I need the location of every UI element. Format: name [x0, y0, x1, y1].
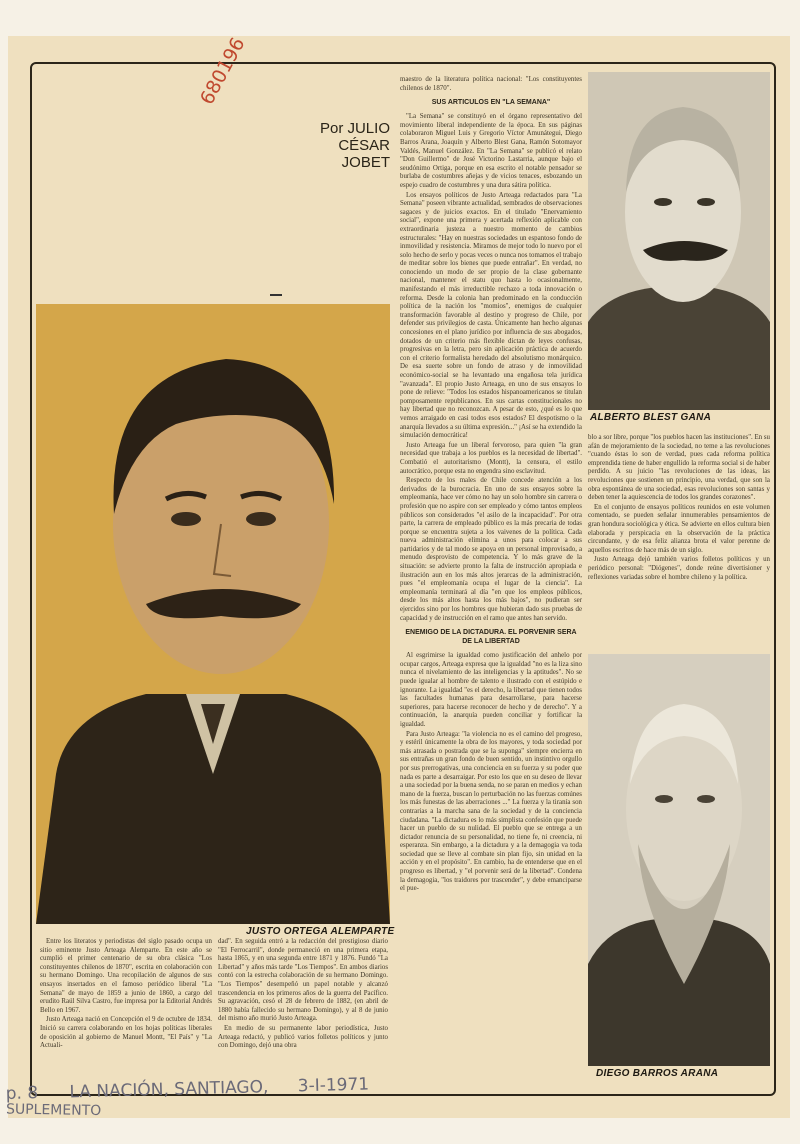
handwritten-section: SUPLEMENTO: [5, 1101, 102, 1120]
article-column-bottom-middle: [218, 938, 388, 1064]
portrait-diego-barros-arana: [588, 654, 770, 1066]
column-text: Justo Arteaga fue un liberal fervoroso, para quien "la gran necesidad que trabaja a los pueblos es la necesidad de libertad". Combatió el autoritarismo (Montt), la censura, el estilo autocrático, porque esta no engendra sino esclavitud.: [400, 441, 582, 475]
column-text: "La Semana" se constituyó en el órgano representativo del movimiento liberal independiente de la época. En sus páginas colaboraron Miguel Luis y Gregorio Víctor Amunátegui, Diego Barros Arana, Joaquín y Alberto Blest Gana, Ramón Sotomayor Valdés, Manuel González. En "La Semana" se publicó el relato "Don Guillermo" de José Victorino Lastarria, aunque bajo el seudónimo Ortiga, porque en esa escrito el notable pensador se burlaba de costumbres añejas y de vicios tenaces, esbozando un espejo cuadro de costumbres y una dura sátira política.: [400, 113, 582, 189]
handwritten-date: 3-I-1971: [297, 1074, 370, 1097]
column-text: Al esgrimirse la igualdad como justificación del anhelo por ocupar cargos, Arteaga expresa que la igualdad "no es la liza sino nunca el nivelamiento de las inteligencias y la aptitudes". No se puede igualar al hombre de talento e ilustrado con el estúpido e ignorante. La igualdad "es el derecho, la libertad que tienen todos las facultades humanas para desarrollarse, para hacerse superiores, para hacerse reconocer de hecho y de derecho". Y a continuación, la anarquía pueden conciliar y fortificar la igualdad.: [400, 652, 582, 728]
portrait-illustration-main: [36, 304, 390, 924]
column-text: maestro de la literatura política nacional: "Los constituyentes chilenos de 1870".: [400, 76, 582, 92]
column-text: Justo Arteaga dejó también varios folletos políticos y un periódico personal: "Diógenes", donde reúne divertisioner y reflexiones variadas sobre el hombre chileno y la política.: [588, 556, 770, 581]
article-column-bottom-left: [40, 938, 212, 1064]
caption-top-right-portrait: ALBERTO BLEST GANA: [590, 412, 712, 423]
section-heading-dictadura: ENEMIGO DE LA DICTADURA. EL PORVENIR SERA DE LA LIBERTAD: [405, 629, 577, 646]
caption-bottom-right-portrait: DIEGO BARROS ARANA: [596, 1068, 719, 1079]
column-text: En medio de su permanente labor periodística, Justo Arteaga redactó, y publicó varios folletos políticos y junto con Domingo, dejó una obra: [218, 1024, 388, 1050]
column-text: dad". En seguida entró a la redacción del prestigioso diario "El Ferrocarril", donde permaneció en una primera etapa, hasta 1865, y en una segunda entre 1871 y 1876. Fundó "La Libertad" y años más tarde "Los Tiempos". En ambos diarios contó con la estrecha colaboración de su hermano Domingo. "Los Tiempos" desempeñó un papel notable y alcanzó trascendencia en los primeros años de la guerra del Pacífico. Su agravación, cesó el 28 de febrero de 1882, (en abril de 1880 había fallecido su hermano Domingo), y al 8 de junio del mismo año murió Justo Arteaga.: [218, 938, 388, 1023]
column-text: Para Justo Arteaga: "la violencia no es el camino del progreso, y estéril únicamente la obra de los mayores, y toda sociedad por más atrasada o postrada que se la suponga" siempre encierra en sus entrañas un gran fondo de buen sentido, un instintivo orgullo por sus prerrogativas, una conciencia en su fuerza y su poder que nada es parte a desarraigar. Por esto los que en su deseo de llevar a una sociedad por la buena senda, no se paran en medios y echan mano de la fuerza, buscan lo perturbación no las fuerzas comúnes los más funestas de las aberraciones ..." La fuerza y la tiranía son contrarias a la marcha sana de la sociedad y de la conciencia ciudadana. "La dictadura es lo más simplista confesión que puede hacer un pueblo de su nulidad. El pueblo que se entrega a un dictador renuncia de su personalidad, no tiene fe, ni creencia, ni esperanza. Sin embargo, a la dictadura y a la demagogia va toda sociedad que se lleve al combate sin plan fijo, sin unidad en la acción y en el propósito". En cambio, ha de entenderse que en el progreso es libertad, y "el porvenir será de la libertad". Condena la demagogia, "los traidores por trascender", y debe emanciparse el pue-: [400, 730, 582, 893]
column-text: En el conjunto de ensayos políticos reunidos en este volumen comentado, se pueden señalar innumerables pensamientos de gran hondura sociológica y ética. Se advierte en ellos cultura bien elaborada y perspicacia en la observación de la práctica circundante, y de esa feliz alianza brota el valor perenne de aquellos escritos de hace más de un siglo.: [588, 503, 770, 554]
column-text: blo a sor libre, porque "los pueblos hacen las instituciones". En su afán de mejoramiento de la sociedad, no teme a las revoluciones "cuando éstas lo son de verdad, pues cada reforma política emprendida tiene de haber engullido la reforma social si de haber perdido. A su juicio "las revoluciones de las ideas, las revoluciones que sostienen un principio, una verdad, que son la obra espontánea de una sociedad, esas revoluciones son santas y deben tener la aquiescencia de todos los grandes corazones".: [588, 434, 770, 502]
handwritten-page: p. 8: [5, 1083, 39, 1104]
portrait-alberto-blest-gana: [588, 72, 770, 410]
portrait-illustration-barros: [588, 654, 770, 1066]
handwritten-source-note: [5, 1074, 526, 1124]
handwritten-catalog-number: 680196: [196, 33, 250, 109]
section-heading-la-semana: SUS ARTICULOS EN "LA SEMANA": [431, 99, 551, 107]
byline-line-3: JOBET: [341, 154, 390, 171]
byline-line-2: CÉSAR: [338, 137, 390, 154]
article-column-right: [588, 434, 770, 630]
portrait-illustration-blest: [588, 72, 770, 410]
handwritten-newspaper: LA NACIÓN, SANTIAGO,: [69, 1077, 269, 1103]
column-text: Entre los literatos y periodistas del siglo pasado ocupa un sitio eminente Justo Arteaga Alemparte. En este año se cumplió el primer centenario de su obra clásica "Los constituyentes chilenos de 1870", escrita en colaboración con su hermano Domingo. Una recopilación de algunos de sus ensayos insertados en el famoso periódico liberal "La Semana" de mayo de 1859 a junio de 1860, a cargo del erudito Raúl Silva Castro, fue impresa por la Editorial Andrés Bello en 1967.: [40, 938, 212, 1014]
column-text: Justo Arteaga nació en Concepción el 9 de octubre de 1834. Inició su carrera colaborando en los hojas políticas liberales de oposición al gobierno de Manuel Montt, "El País" y "La Actuali-: [40, 1016, 212, 1050]
byline: [300, 120, 390, 171]
portrait-justo-arteaga: [36, 304, 390, 924]
column-text: Respecto de los males de Chile concede atención a los derivados de la burocracia. En uno de sus ensayos sobre la empleomanía, hace ver cómo no hay un solo hombre sin carrera o profesión que no aspire con ser empleado y cómo tantos empleos públicos son considerados "el asilo de la incapacidad". Por otra parte, la carrera de empleado público es la más precaria de todas porque se encuentra sujeta a los vaivenes de la política. Cada nueva administración elimina a unos para colocar a sus partidarios y de tal modo se apoya en un personal improvisado, a menudo desprovisto de competencia. Y lo más grave de la situación: se advierte pronto la falta de instrucción apropiada e ilustración aun en los más altos jerarcas de la administración, pues "el empleomanía ocupa el lugar de la ciencia". La empleomanía terminará al día "en que los empleos públicos, desde los más altos hasta los más bajos", no pudieran ser ejercidos sino por los hombres que hubieran dado sus pruebas de capacidad y de instrucción en el ramo que antes han servido.: [400, 477, 582, 622]
divider: [270, 294, 282, 296]
byline-line-1: Por JULIO: [319, 120, 390, 137]
article-column-middle: [400, 76, 582, 1070]
caption-main-portrait: JUSTO ORTEGA ALEMPARTE: [246, 926, 395, 937]
column-text: Los ensayos políticos de Justo Arteaga redactados para "La Semana" poseen vibrante actualidad, sembrados de observaciones sagaces y de juicios exactos. En el titulado "Enervamiento social", expone una primera y acertada reflexión aplicable con extraordinaria justeza a nuestro momento de cambios estructurales: "Hay en nuestras sociedades un espantoso fondo de inmovilidad y resistencia. Miramos de mejor todo lo nuevo por el solo hecho de serlo y pocas veces o nunca nos tomamos el trabajo de meditar sobre los bienes que puede entrañar". En verdad, no conociendo un modo de ser propio de la clase gobernante nacional, mantener el statu quo hasta lo ocasionalmente, manifestando el más irreductible rechazo a toda innovación o reforma. Desde la colonia han predominado en la conducción política de la nación los "momios", enemigos de cualquier transformación favorable al destino y progreso de Chile, por defender sus privilegios de casta. Únicamente han hecho algunas concesiones en el plano jurídico por influencia de sus abogados, dotados de un criterio más flexible dictan de leyes confusas, progresivas en la letra, pero sin aplicación práctica de acuerdo con el criterio formalista heredado del absolutismo monárquico. De esa suerte sobre un fondo de atraso y de inmovilidad económico-social se ha levantado una engañosa tela jurídica "avanzada". El propio Justo Arteaga, en uno de sus ensayos lo pone de relieve: "Todos los estados hispanoamericanos se titulan pomposamente republicanos. En sus cartas constitucionales no hay libertad que no reconozcan. A pesar de esto, ¿qué es lo que vemos arraigado en casi todos esos estados? El despotismo o la anarquía llevados a su última expresión..." ¡Así se ha extendido la simulación democrática!: [400, 191, 582, 440]
